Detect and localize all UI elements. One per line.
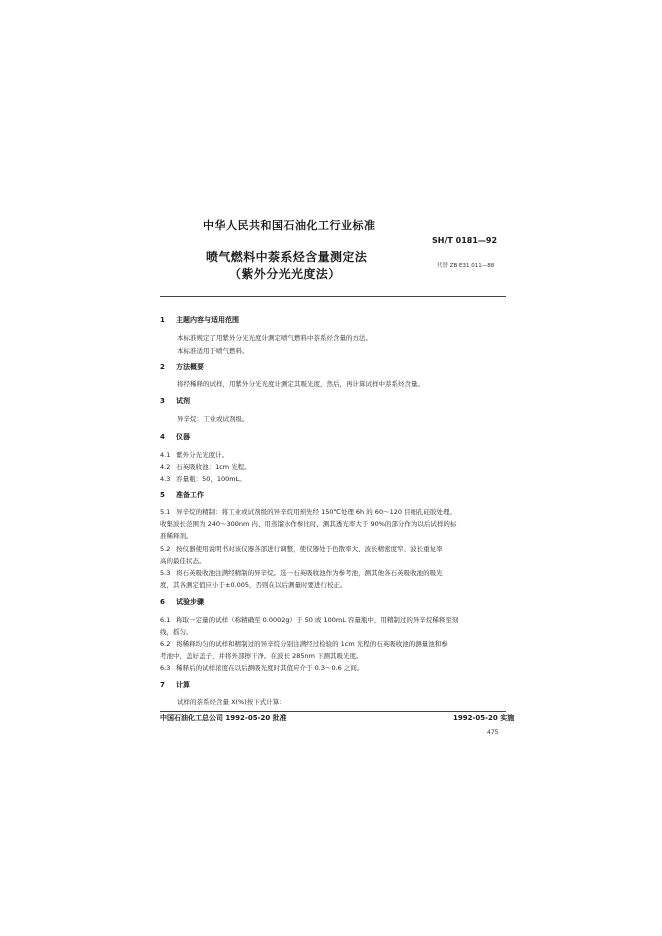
list-item: 4.2 石英吸收池：1cm 光程。 [160,463,251,471]
document-title: 喷气燃料中萘系烃含量测定法 [206,250,368,264]
paragraph: 本标准规定了用紫外分光光度计测定喷气燃料中萘系烃含量的方法。 [177,334,372,342]
paragraph-continuation: 高的最佳状态。 [160,557,206,565]
list-item: 4.1 紫外分光光度计。 [160,451,229,459]
issuing-organization: 中华人民共和国石油化工行业标准 [203,219,376,232]
list-item: 6.2 将稀释均匀的试样和精制过的异辛烷分别注满经过检验的 1cm 光程的石英吸收池的测量池和参 [160,640,448,648]
paragraph: 本标准适用于喷气燃料。 [177,347,249,355]
list-item: 5.3 将石英吸收池注满经精制的异辛烷。选一石英吸收池作为参考池，测其他各石英吸收池的吸光 [160,569,443,577]
implementation-date: 1992-05-20 实施 [453,714,515,722]
section-heading-7: 7 计算 [160,681,190,689]
list-item: 6.1 称取一定量的试样（称精确至 0.0002g）于 50 或 100mL 容量瓶中，用精制过的异辛烷稀释至刻 [160,616,459,624]
footer-divider [160,711,506,712]
section-heading-2: 2 方法概要 [160,363,204,371]
section-heading-6: 6 试验步骤 [160,598,204,606]
list-item: 5.1 异辛烷的精制：将工业或试剂级的异辛烷用预先经 150℃处理 6h 的 60～120 目细孔硅胶处理。 [160,508,457,516]
section-heading-5: 5 准备工作 [160,491,204,499]
header-divider [160,296,506,297]
page-number: 475 [487,729,499,736]
section-heading-1: 1 主题内容与适用范围 [160,316,239,324]
paragraph-continuation: 收集波长范围为 240～300nm 内、用蒸馏水作参比时，测其透光率大于 90%的部分作为以后试样的标 [160,520,457,528]
replaces-standard: 代替 ZB E31 011—88 [437,263,495,269]
standard-code: SH/T 0181—92 [432,236,498,245]
paragraph: 试样的萘系烃含量 X(%)按下式计算： [177,698,286,706]
paragraph-continuation: 线，摇匀。 [160,628,193,636]
paragraph-continuation: 考池中，盖好盖子，并将外部擦干净。在波长 285nm 下测其吸光度。 [160,652,363,660]
section-heading-3: 3 试剂 [160,397,190,405]
list-item: 6.3 稀释后的试样浓度在以后测吸光度时其值应介于 0.3～0.6 之间。 [160,664,364,672]
approval-date: 中国石油化工总公司 1992-05-20 批准 [160,714,287,722]
paragraph-continuation: 准稀释剂。 [160,532,193,540]
document-subtitle: （紫外分光光度法） [229,267,341,281]
paragraph: 将经稀释的试样，用紫外分光光度计测定其吸光度，然后，再计算试样中萘系烃含量。 [177,380,424,388]
paragraph: 异辛烷：工业或试剂级。 [177,415,249,423]
list-item: 5.2 按仪器使用说明书对该仪器各部进行调整，使仪器处于色散率大、波长精密度窄、波长重复率 [160,545,443,553]
section-heading-4: 4 仪器 [160,433,190,441]
list-item: 4.3 容量瓶：50，100mL。 [160,475,246,483]
paragraph-continuation: 度，其各测定值应小于±0.005，否则在以后测量时要进行校正。 [160,581,347,589]
